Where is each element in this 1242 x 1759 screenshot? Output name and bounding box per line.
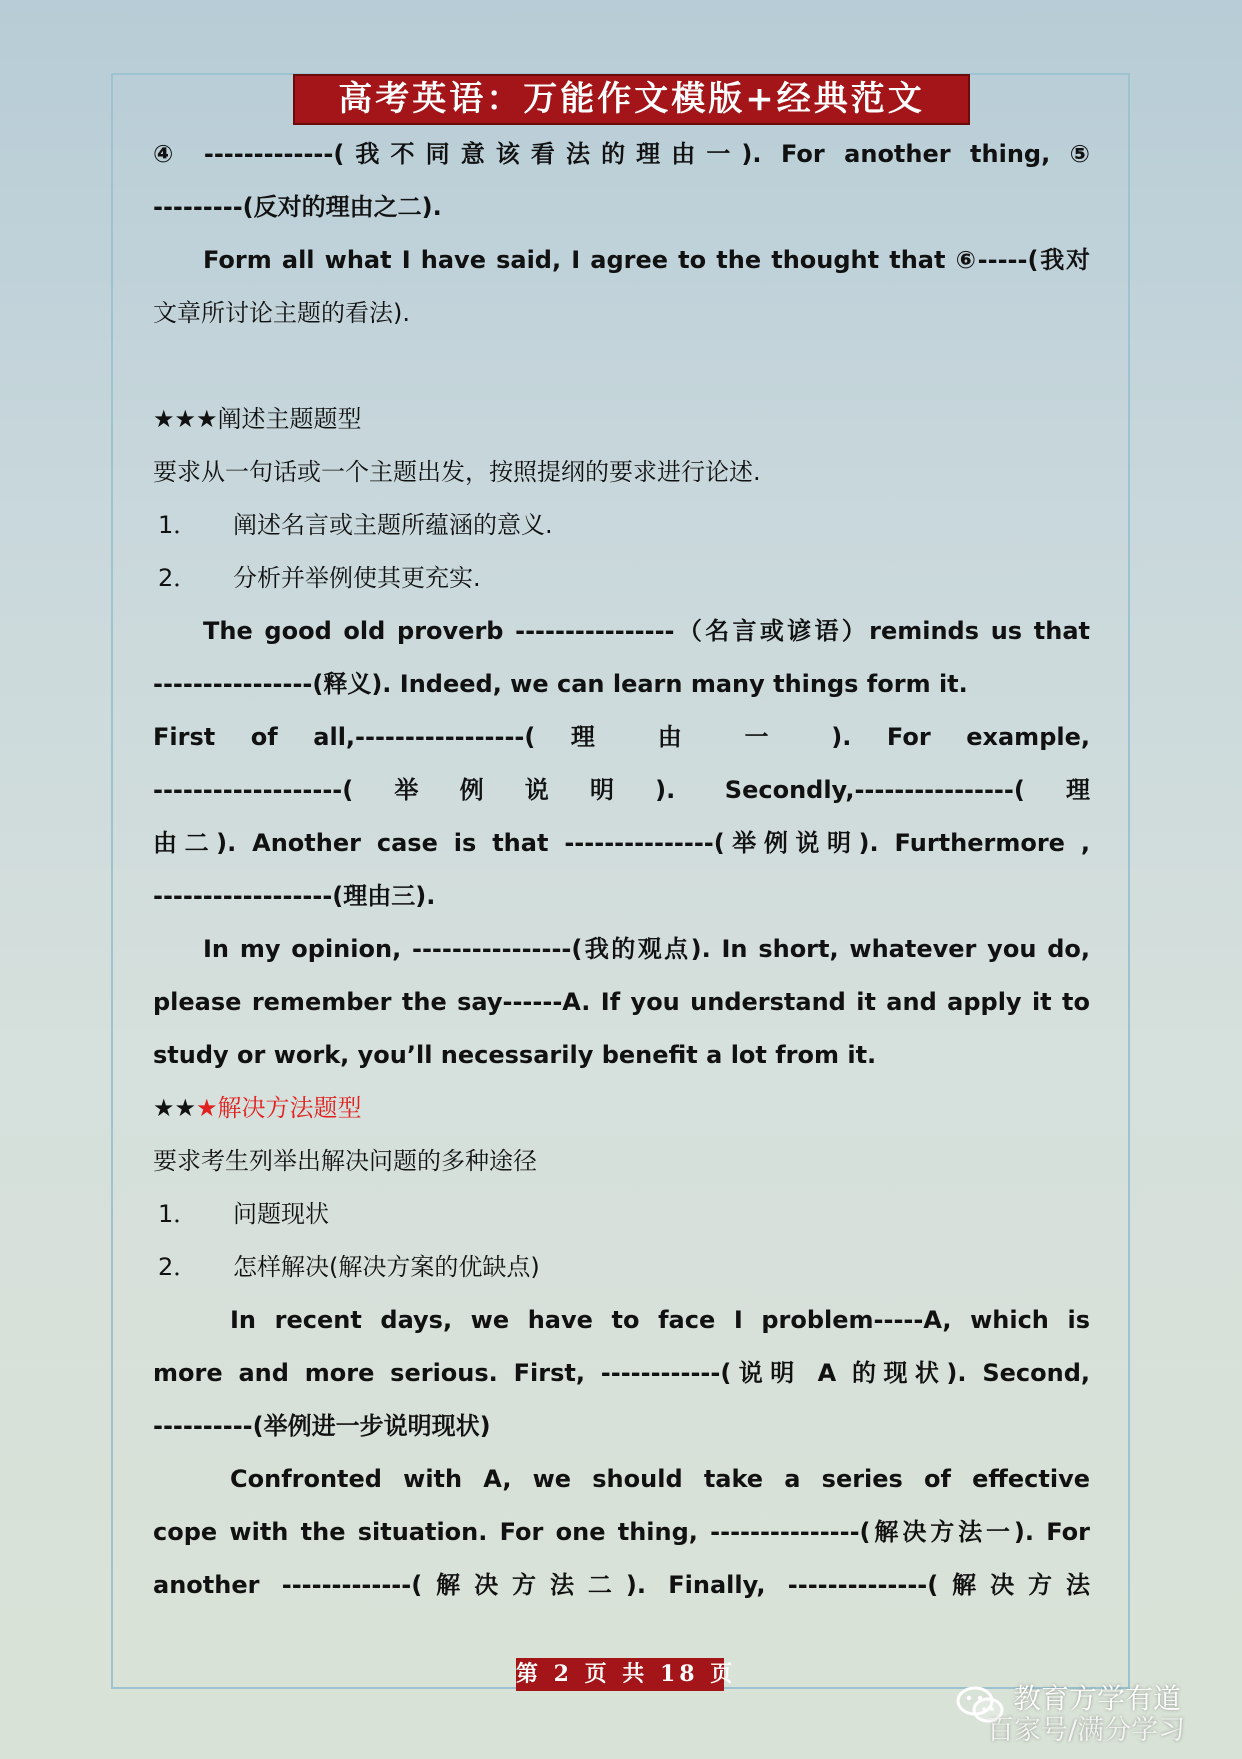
section-heading-theme: ★★★阐述主题题型 [153, 405, 362, 433]
text-line: ④ -------------(我不同意该看法的理由一). For another thing, ⑤ [153, 140, 1090, 168]
text-line: ---------(反对的理由之二). [153, 193, 442, 221]
list-item [153, 552, 1090, 605]
watermark [955, 1683, 1225, 1753]
list-number: 2． [158, 564, 198, 592]
list-number: 1． [158, 1200, 198, 1228]
list-item [153, 499, 1090, 552]
text-line: ----------------(释义). Indeed, we can learn many things form it. [153, 670, 968, 698]
list-item [153, 1241, 1090, 1294]
text-line: 由二). Another case is that ---------------(举例说明). Furthermore , [153, 829, 1090, 857]
heading-stars: ★★ [153, 1094, 197, 1122]
text-line: study or work, you’ll necessarily benefit a lot from it. [153, 1041, 877, 1069]
text-line: please remember the say------A. If you understand it and apply it to [153, 988, 1090, 1016]
text-line: The good old proverb ----------------（名言或谚语）reminds us that [203, 617, 1090, 645]
watermark-account: 教育方学有道 [1013, 1682, 1182, 1715]
text-line: ----------(举例进一步说明现状) [153, 1412, 491, 1440]
page-number: 第 2 页 共 18 页 [516, 1658, 724, 1691]
section-heading-solution [153, 1082, 1090, 1135]
spacer [153, 340, 1090, 393]
text-line: another -------------(解决方法二). Finally, --------------(解决方法 [153, 1571, 1090, 1599]
text-line: First of all,-----------------( 理 由 一 ). For example, [153, 723, 1090, 751]
list-text: 分析并举例使其更充实. [233, 564, 481, 592]
document-body [153, 128, 1090, 1612]
list-number: 2． [158, 1253, 198, 1281]
list-text: 怎样解决(解决方案的优缺点) [233, 1253, 540, 1281]
list-text: 阐述名言或主题所蕴涵的意义. [233, 511, 553, 539]
section-intro: 要求从一句话或一个主题出发，按照提纲的要求进行论述. [153, 458, 761, 486]
page-title: 高考英语：万能作文模版+经典范文 [293, 74, 970, 125]
text-line: Confronted with A, we should take a series of effective [230, 1465, 1090, 1493]
text-line: more and more serious. First, ------------(说明 A 的现状). Second, [153, 1359, 1090, 1387]
text-line: In my opinion, ----------------(我的观点). In short, whatever you do, [203, 935, 1090, 963]
section-intro: 要求考生列举出解决问题的多种途径 [153, 1147, 537, 1175]
list-text: 问题现状 [233, 1200, 329, 1228]
text-line: cope with the situation. For one thing, ---------------(解决方法一). For [153, 1518, 1090, 1546]
text-line: -------------------(举例说明). Secondly,----------------(理 [153, 776, 1090, 804]
text-line: ------------------(理由三). [153, 882, 436, 910]
text-line: 文章所讨论主题的看法). [153, 299, 410, 327]
text-line: In recent days, we have to face I problem-----A, which is [230, 1306, 1090, 1334]
watermark-source: 百家号/满分学习 [987, 1715, 1186, 1746]
text-line: Form all what I have said, I agree to the thought that ⑥-----(我对 [203, 246, 1090, 274]
list-item [153, 1188, 1090, 1241]
heading-red-text: ★解决方法题型 [196, 1094, 362, 1122]
list-number: 1． [158, 511, 198, 539]
